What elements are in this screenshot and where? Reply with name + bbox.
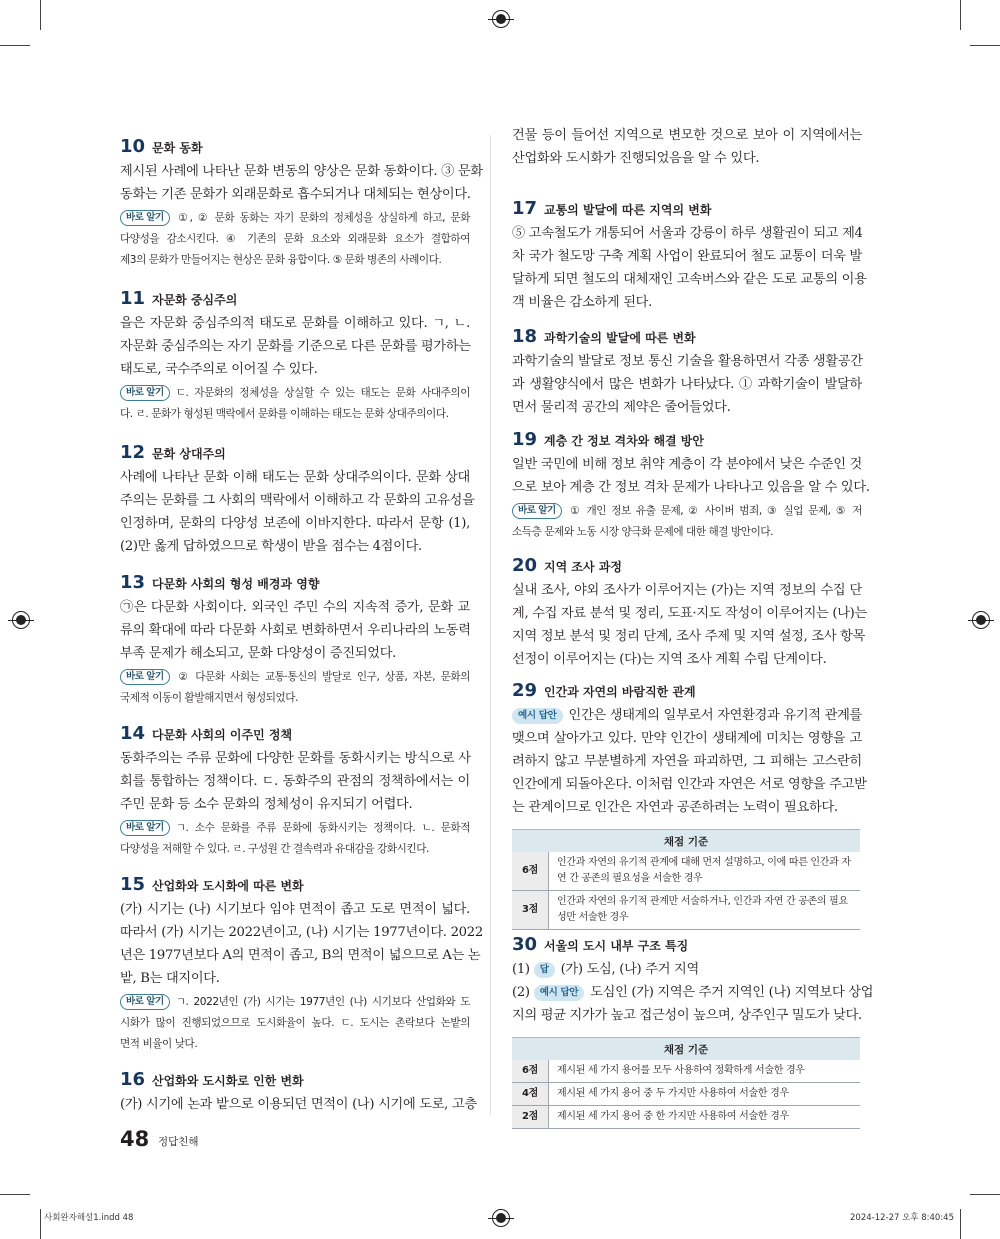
- section-title: 문화 동화: [152, 141, 203, 155]
- line-text: 선정이 이루어지는 (다)는 지역 조사 계획 수립 단계이다.: [512, 652, 827, 667]
- line-text: 국제적 이동이 활발해지면서 형성되었다.: [120, 692, 298, 704]
- line-text: 지의 평균 지가가 높고 접근성이 높으며, 상주인구 밀도가 낮다.: [512, 1008, 862, 1023]
- line-text: 태도로, 국수주의로 이어질 수 있다.: [120, 362, 318, 377]
- line-text: 실내 조사, 야외 조사가 이루어지는 (가)는 지역 정보의 수집 단: [512, 583, 862, 598]
- text-line: [512, 1004, 862, 1027]
- line-text: ㄷ. 자문화의 정체성을 상실할 수 있는 태도는 문화 사대주의이: [175, 387, 470, 399]
- section-title: 산업화와 도시화에 따른 변화: [152, 879, 304, 893]
- text-line: [120, 208, 470, 229]
- correction-note: [120, 667, 470, 709]
- text-line: [512, 579, 862, 602]
- question-number: 15: [120, 874, 146, 895]
- section-title: 다문화 사회의 이주민 정책: [152, 728, 293, 742]
- question-number: 12: [120, 442, 146, 463]
- registration-mark-icon: [492, 10, 510, 28]
- question-number: 14: [120, 723, 146, 744]
- answer-text: [512, 958, 862, 981]
- text-line: [120, 1034, 470, 1055]
- section-heading: [512, 198, 862, 222]
- line-text: 면서 물리적 공간의 제약은 줄어들었다.: [512, 400, 731, 415]
- text-line: [120, 839, 470, 860]
- answer-text: [120, 747, 470, 816]
- text-line: [512, 453, 862, 476]
- answer-text: [120, 312, 470, 381]
- answer-section-14: [120, 723, 470, 860]
- section-heading: [512, 326, 862, 350]
- correction-note: [120, 992, 470, 1055]
- line-text: 계, 수집 자료 분석 및 정리, 도표·지도 작성이 이루어지는 (나)는: [512, 606, 867, 621]
- item-prefix: (1): [512, 962, 534, 977]
- line-text: ② 다문화 사회는 교통·통신의 발달로 인구, 상품, 자본, 문화의: [175, 671, 470, 683]
- answer-section-20: [512, 555, 867, 671]
- line-text: 인간은 생태계의 일부로서 자연환경과 유기적 관계를: [568, 708, 862, 723]
- crop-mark: [0, 1194, 30, 1195]
- text-line: [120, 747, 470, 770]
- answer-section-19: [512, 429, 870, 543]
- text-line: [512, 981, 874, 1004]
- question-number: 16: [120, 1069, 146, 1090]
- line-text: 회를 통합하는 정책이다. ㄷ. 동화주의 관점의 정책하에서는 이: [120, 774, 470, 789]
- answer-section-15: [120, 874, 483, 1055]
- text-line: [512, 958, 862, 981]
- question-number: 30: [512, 934, 538, 955]
- section-title: 산업화와 도시화로 인한 변화: [152, 1074, 304, 1088]
- line-text: 따라서 (가) 시기는 2022년이고, (나) 시기는 1977년이다. 2022: [120, 925, 483, 940]
- correction-note: [512, 501, 862, 543]
- scoring-table: [512, 1037, 860, 1129]
- answer-badge: 바로 알기: [120, 994, 170, 1010]
- text-line: [512, 476, 870, 499]
- line-text: 맺으며 살아가고 있다. 만약 인간이 생태계에 미치는 영향을 고: [512, 731, 862, 746]
- crop-mark: [970, 1194, 1000, 1195]
- question-number: 20: [512, 555, 538, 576]
- score-cell: 4점: [512, 1083, 549, 1106]
- text-line: [120, 160, 483, 183]
- text-line: [120, 183, 470, 206]
- scoring-row: [512, 1060, 860, 1083]
- scoring-row: [512, 1083, 860, 1106]
- line-text: 려하지 않고 무분별하게 자연을 파괴하면, 그 피해는 고스란히: [512, 754, 862, 769]
- line-text: ㄱ. 소수 문화를 주류 문화에 동화시키는 정책이다. ㄴ. 문화적: [175, 822, 470, 834]
- line-text: (2)만 옳게 답하였으므로 학생이 받을 점수는 4점이다.: [120, 539, 422, 554]
- text-line: [512, 625, 866, 648]
- text-line: [120, 466, 470, 489]
- text-line: [512, 373, 862, 396]
- answer-text: [120, 1093, 477, 1116]
- answer-text: [120, 596, 470, 665]
- section-title: 서울의 도시 내부 구조 특징: [544, 939, 689, 953]
- line-text: ㉠은 다문화 사회이다. 외국인 주민 수의 지속적 증가, 문화 교: [120, 600, 470, 615]
- line-text: 류의 확대에 따라 다문화 사회로 변화하면서 우리나라의 노동력: [120, 623, 471, 638]
- scoring-row: [512, 852, 860, 891]
- question-number: 11: [120, 288, 146, 309]
- text-line: [120, 596, 470, 619]
- line-text: 으로 보아 계층 간 정보 격차 문제가 나타나고 있음을 알 수 있다.: [512, 480, 870, 495]
- criteria-cell: 인간과 자연의 유기적 관계만 서술하거나, 인간과 자연 간 공존의 필요성만 서술한 경우: [549, 891, 861, 930]
- scoring-row: [512, 891, 860, 930]
- line-text: ① 개인 정보 유출 문제, ② 사이버 범죄, ③ 실업 문제, ⑤ 저: [567, 505, 862, 517]
- line-text: 을은 자문화 중심주의적 태도로 문화를 이해하고 있다. ㄱ, ㄴ.: [120, 316, 470, 331]
- text-line: [120, 312, 470, 335]
- section-title: 지역 조사 과정: [544, 560, 622, 574]
- text-line: [512, 501, 862, 522]
- section-heading: [120, 874, 470, 898]
- answer-section-16: [120, 1069, 477, 1116]
- page-number: 48: [120, 1127, 150, 1151]
- text-line: [120, 818, 470, 839]
- text-line: [512, 704, 862, 727]
- line-text: 다. ㄹ. 문화가 형성된 맥락에서 문화를 이해하는 태도는 문화 상대주의이다.: [120, 408, 449, 420]
- line-text: 밭, B는 대지이다.: [120, 971, 220, 986]
- text-line: [120, 335, 470, 358]
- score-cell: 6점: [512, 1060, 549, 1083]
- line-text: (가) 시기에 논과 밭으로 이용되던 면적이 (나) 시기에 도로, 고층: [120, 1097, 477, 1112]
- line-text: 인정하며, 문화의 다양성 보존에 이바지한다. 따라서 문항 (1),: [120, 516, 470, 531]
- line-text: 는 관계이므로 인간은 자연과 공존하려는 노력이 필요하다.: [512, 800, 838, 815]
- text-line: [512, 522, 862, 543]
- line-text: ①, ② 문화 동화는 자기 문화의 정체성을 상실하게 하고, 문화: [175, 212, 470, 224]
- answer-text: [512, 222, 867, 314]
- criteria-cell: 제시된 세 가지 용어 중 두 가지만 사용하여 서술한 경우: [549, 1083, 861, 1106]
- criteria-cell: 제시된 세 가지 용어 중 한 가지만 사용하여 서술한 경우: [549, 1106, 861, 1129]
- text-line: [512, 773, 867, 796]
- score-cell: 6점: [512, 852, 549, 891]
- answer-section-10: [120, 136, 483, 271]
- line-text: 동화는 기존 문화가 외래문화로 흡수되거나 대체되는 현상이다.: [120, 187, 471, 202]
- section-title: 계층 간 정보 격차와 해결 방안: [544, 434, 704, 448]
- line-text: 면적 비율이 낮다.: [120, 1038, 198, 1050]
- answer-text: [512, 704, 867, 819]
- answer-badge: 예시 답안: [534, 985, 585, 1001]
- answer-badge: 예시 답안: [512, 708, 563, 724]
- section-heading: [120, 572, 470, 596]
- section-heading: [512, 934, 862, 958]
- text-line: [120, 250, 470, 271]
- text-line: [120, 229, 470, 250]
- question-number: 18: [512, 326, 538, 347]
- text-line: [512, 291, 862, 314]
- line-text: 동화주의는 주류 문화에 다양한 문화를 동화시키는 방식으로 사: [120, 751, 471, 766]
- line-text: 제3의 문화가 만들어지는 현상은 문화 융합이다. ⑤ 문화 병존의 사례이다.: [120, 254, 442, 266]
- scoring-table-header: 채점 기준: [512, 830, 860, 853]
- text-line: [120, 944, 481, 967]
- section-heading: [120, 442, 470, 466]
- text-line: [512, 124, 862, 147]
- crop-mark: [0, 45, 30, 46]
- line-text: 제시된 사례에 나타난 문화 변동의 양상은 문화 동화이다. ③ 문화: [120, 164, 483, 179]
- line-text: 객 비율은 감소하게 된다.: [512, 295, 652, 310]
- line-text: 차 국가 철도망 구축 계획 사업이 완료되어 철도 교통이 더욱 발: [512, 249, 862, 264]
- scoring-table: [512, 829, 860, 930]
- scoring-row: [512, 1106, 860, 1129]
- text-line: [512, 350, 862, 373]
- line-text: 지역 정보 분석 및 정리 단계, 조사 주제 및 지역 설정, 조사 항목: [512, 629, 866, 644]
- answer-badge: 바로 알기: [120, 669, 170, 685]
- section-title: 다문화 사회의 형성 배경과 영향: [152, 577, 320, 591]
- text-line: [120, 383, 470, 404]
- answer-text: [512, 579, 867, 671]
- text-line: [512, 750, 862, 773]
- line-text: 주민 문화 등 소수 문화의 정체성이 유지되기 어렵다.: [120, 797, 413, 812]
- line-text: 달하게 되면 철도의 대체재인 고속버스와 같은 도로 교통의 이용: [512, 272, 867, 287]
- answer-section-29: [512, 680, 867, 930]
- section-heading: [120, 136, 470, 160]
- text-line: [120, 404, 470, 425]
- text-line: [120, 535, 470, 558]
- line-text: 다양성을 감소시킨다. ④ 기존의 문화 요소와 외래문화 요소가 결합하여: [120, 233, 470, 245]
- section-heading: [120, 1069, 470, 1093]
- answer-text: [512, 981, 874, 1027]
- line-text: 년은 1977년보다 A의 면적이 좁고, B의 면적이 넓으므로 A는 논: [120, 948, 481, 963]
- slug-timestamp: 2024-12-27 오후 8:40:45: [850, 1213, 954, 1223]
- page-label: 정답친해: [158, 1136, 199, 1148]
- answer-section-12: [120, 442, 475, 558]
- text-line: [120, 1093, 477, 1116]
- line-text: 과학기술의 발달로 정보 통신 기술을 활용하면서 각종 생활공간: [512, 354, 863, 369]
- line-text: 소득층 문제와 노동 시장 양극화 문제에 대한 해결 방안이다.: [512, 526, 774, 538]
- correction-note: [120, 383, 470, 425]
- score-cell: 3점: [512, 891, 549, 930]
- text-line: [512, 727, 862, 750]
- text-line: [120, 619, 470, 642]
- text-line: [512, 245, 862, 268]
- registration-mark-icon: [12, 611, 30, 629]
- section-heading: [120, 288, 470, 312]
- line-text: 다양성을 저해할 수 있다. ㄹ. 구성원 간 결속력과 유대감을 강화시킨다.: [120, 843, 429, 855]
- text-line: [120, 512, 470, 535]
- text-line: [120, 667, 470, 688]
- text-line: [512, 796, 862, 819]
- line-text: ㄱ. 2022년인 (가) 시기는 1977년인 (나) 시기보다 산업화와 도: [175, 996, 470, 1008]
- text-line: [512, 147, 862, 170]
- answer-section-continued: [512, 124, 862, 170]
- answer-text: [512, 453, 870, 499]
- criteria-cell: 제시된 세 가지 용어를 모두 사용하여 정확하게 서술한 경우: [549, 1060, 861, 1083]
- answer-badge: 답: [534, 962, 555, 978]
- line-text: ⑤ 고속철도가 개통되어 서울과 강릉이 하루 생활권이 되고 제4: [512, 226, 863, 241]
- line-text: 과 생활양식에서 많은 변화가 나타났다. ① 과학기술이 발달하: [512, 377, 862, 392]
- question-number: 29: [512, 680, 538, 701]
- crop-mark: [970, 45, 1000, 46]
- text-line: [120, 358, 470, 381]
- text-line: [120, 642, 470, 665]
- section-heading: [512, 555, 862, 579]
- score-cell: 2점: [512, 1106, 549, 1129]
- line-text: 도심인 (가) 지역은 주거 지역인 (나) 지역보다 상업: [590, 985, 874, 1000]
- answer-text: [512, 124, 862, 170]
- scoring-table-header: 채점 기준: [512, 1038, 860, 1061]
- line-text: 산업화와 도시화가 진행되었음을 알 수 있다.: [512, 151, 760, 166]
- answer-text: [120, 160, 483, 206]
- crop-mark: [40, 1209, 41, 1239]
- text-line: [120, 1013, 470, 1034]
- line-text: 일반 국민에 비해 정보 취약 계층이 각 분야에서 낮은 수준인 것: [512, 457, 862, 472]
- registration-mark-icon: [492, 1209, 510, 1227]
- question-number: 10: [120, 136, 146, 157]
- answer-text: [120, 466, 475, 558]
- text-line: [120, 967, 470, 990]
- text-line: [512, 268, 867, 291]
- section-heading: [512, 680, 862, 704]
- section-title: 문화 상대주의: [152, 447, 226, 461]
- answer-section-11: [120, 288, 470, 425]
- text-line: [512, 602, 867, 625]
- answer-section-17: [512, 198, 867, 314]
- answer-section-13: [120, 572, 470, 709]
- line-text: 시화가 많이 진행되었으므로 도시화율이 높다. ㄷ. 도시는 촌락보다 논밭의: [120, 1017, 470, 1029]
- line-text: 인간에게 되돌아온다. 이처럼 인간과 자연은 서로 영향을 주고받: [512, 777, 867, 792]
- text-line: [120, 992, 470, 1013]
- criteria-cell: 인간과 자연의 유기적 관계에 대해 먼저 설명하고, 이에 따른 인간과 자연 간 공존의 필요성을 서술한 경우: [549, 852, 861, 891]
- line-text: 부족 문제가 해소되고, 문화 다양성이 증진되었다.: [120, 646, 397, 661]
- column-divider: [490, 135, 491, 1115]
- line-text: 건물 등이 들어선 지역으로 변모한 것으로 보아 이 지역에서는: [512, 128, 862, 143]
- question-number: 13: [120, 572, 146, 593]
- section-title: 과학기술의 발달에 따른 변화: [544, 331, 696, 345]
- question-number: 17: [512, 198, 538, 219]
- answer-badge: 바로 알기: [120, 385, 170, 401]
- answer-text: [512, 350, 862, 419]
- answer-text: [120, 898, 483, 990]
- line-text: (가) 도심, (나) 주거 지역: [560, 962, 699, 977]
- answer-badge: 바로 알기: [120, 820, 170, 836]
- text-line: [512, 222, 862, 245]
- crop-mark: [960, 0, 961, 30]
- crop-mark: [40, 0, 41, 30]
- line-text: 사례에 나타난 문화 이해 태도는 문화 상대주의이다. 문화 상대: [120, 470, 470, 485]
- section-title: 인간과 자연의 바람직한 관계: [544, 685, 696, 699]
- section-title: 자문화 중심주의: [152, 293, 238, 307]
- answer-section-18: [512, 326, 862, 419]
- section-heading: [512, 429, 862, 453]
- answer-badge: 바로 알기: [120, 210, 170, 226]
- text-line: [120, 793, 470, 816]
- text-line: [512, 396, 862, 419]
- text-line: [120, 688, 470, 709]
- text-line: [120, 921, 483, 944]
- text-line: [512, 648, 862, 671]
- question-number: 19: [512, 429, 538, 450]
- line-text: (가) 시기는 (나) 시기보다 임야 면적이 좁고 도로 면적이 넓다.: [120, 902, 470, 917]
- registration-mark-icon: [972, 611, 990, 629]
- text-line: [120, 898, 470, 921]
- slug-file: 사회완자해설1.indd 48: [44, 1213, 134, 1223]
- text-line: [120, 770, 470, 793]
- item-prefix: (2): [512, 985, 534, 1000]
- crop-mark: [960, 1209, 961, 1239]
- line-text: 주의는 문화를 그 사회의 맥락에서 이해하고 각 문화의 고유성을: [120, 493, 475, 508]
- text-line: [120, 489, 475, 512]
- line-text: 자문화 중심주의는 자기 문화를 기준으로 다른 문화를 평가하는: [120, 339, 471, 354]
- answer-section-30: [512, 934, 874, 1129]
- answer-badge: 바로 알기: [512, 503, 562, 519]
- section-title: 교통의 발달에 따른 지역의 변화: [544, 203, 712, 217]
- correction-note: [120, 208, 470, 271]
- section-heading: [120, 723, 470, 747]
- correction-note: [120, 818, 470, 860]
